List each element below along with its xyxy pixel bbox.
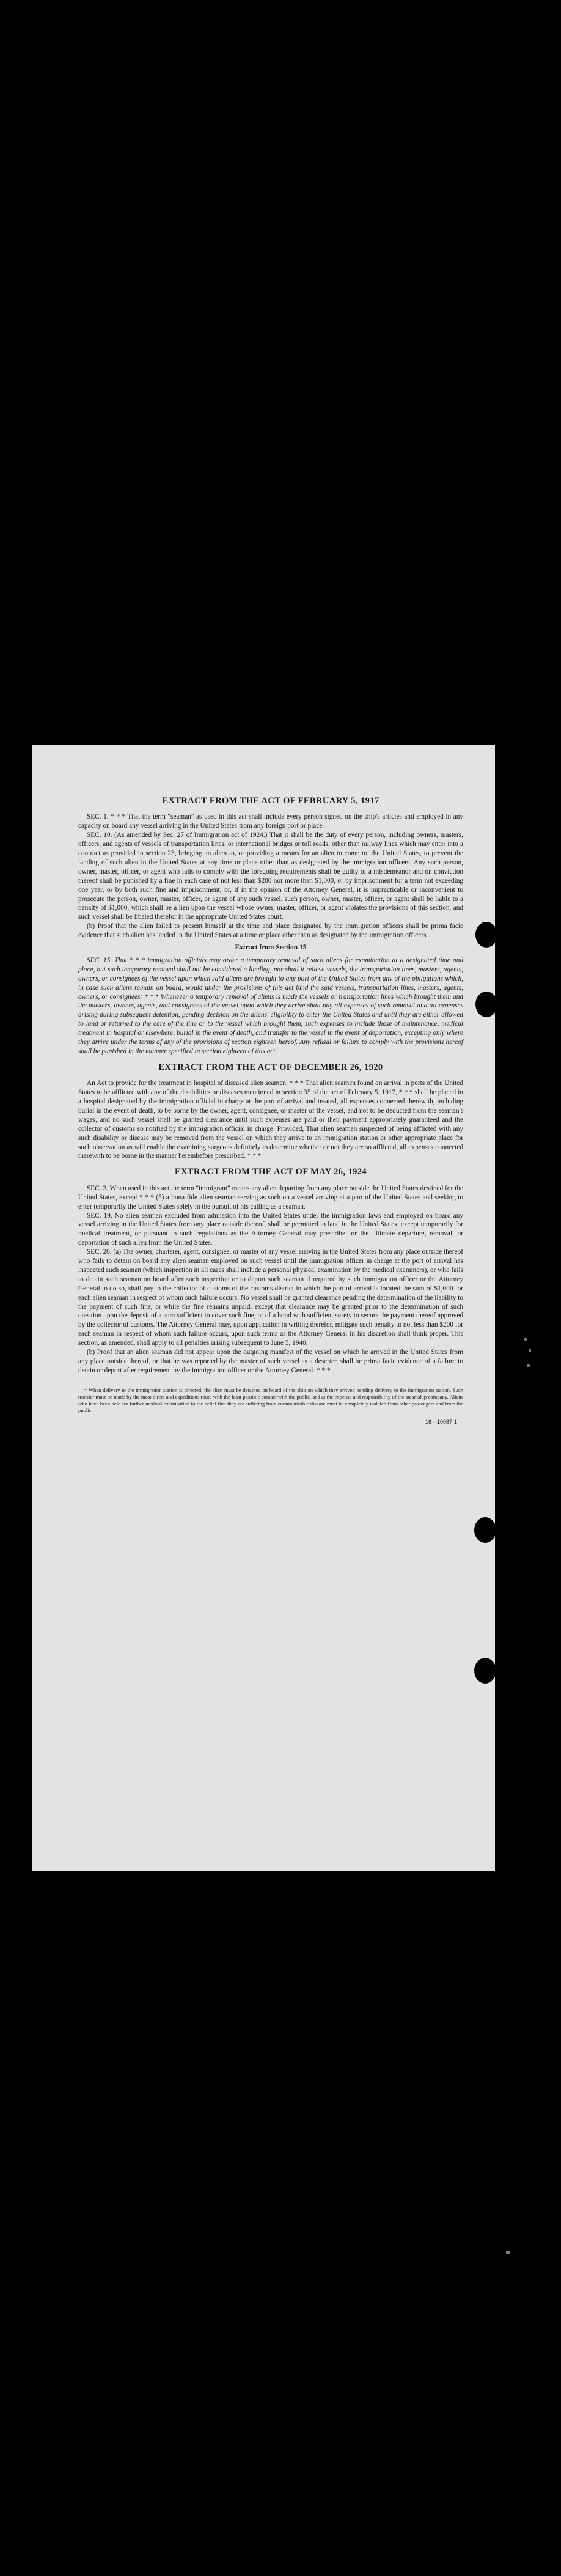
paragraph-sec19: SEC. 19. No alien seaman excluded from admission into the United States under the immigration laws and employed on board any vessel arriving in the United States from any place outside thereof, shall be permitted to land in the United States, except temporarily for medical treatment, or pursuant to such regulations as the Attorney General may prescribe for the ultimate departure, removal, or deportation of such alien from the United States. [78, 1212, 463, 1247]
punch-hole-top [475, 922, 497, 948]
subheading-section-15: Extract from Section 15 [235, 944, 307, 952]
scan-speck [529, 1349, 531, 1352]
print-code: 16—10087-1 [425, 1419, 457, 1426]
punch-hole-lower [474, 1517, 496, 1543]
paragraph-sec1-seaman: SEC. 1. * * * That the term "seaman" as used in this act shall include every person signed on the ship's articles and employed in any capacity on board any vessel arriving in the United States from any foreign port or place. [78, 813, 463, 830]
punch-hole-upper [475, 992, 497, 1017]
section-heading-1924: EXTRACT FROM THE ACT OF MAY 26, 1924 [174, 1167, 367, 1177]
section-heading-1920: EXTRACT FROM THE ACT OF DECEMBER 26, 1920 [158, 1062, 383, 1072]
paragraph-sec10b: (b) Proof that the alien failed to present himself at the time and place designated by the immigration officers shall be prima facie evidence that such alien has landed in the United States at a time or place other than as designated by the immigration officers. [78, 922, 463, 940]
scan-speck [527, 1364, 530, 1367]
document-page [32, 745, 495, 1871]
punch-hole-bottom [474, 1658, 496, 1684]
footnote: * When delivery to the immigration station is directed, the alien must be detained on board of the ship on which they arrived pending delivery to the immigration station. Such transfer must be made by the most direct and expeditious route with the least possible contact with the public, and at the expense and responsibility of the steamship company. Aliens who have been held for further medical examination to the belief that they are suffering from communicable disease must be completely isolated from other passengers and from the public. [78, 1386, 463, 1413]
paragraph-sec15: SEC. 15. That * * * immigration officials may order a temporary removal of such aliens for examination at a designated time and place, but such temporary removal shall not be considered a landing, nor shall it relieve vessels, the transportation lines, masters, agents, owners, or consignees of the vessel upon which said aliens are brought to any port of the United States from any of the obligations which, in case such aliens remain on board, would under the provisions of this act bind the said vessels, transportation lines, masters, agents, owners, or consignees: * * * Whenever a temporary removal of aliens is made the vessels or transportation lines which brought them and the masters, owners, agents, and consignees of the vessel upon which they arrive shall pay all expenses of such removal and all expenses arising during subsequent detention, pending decision on the aliens' eligibility to enter the United States and until they are either allowed to land or returned to the care of the line or to the vessel which brought them, such expenses to include those of maintenance, medical treatment in hospital or elsewhere, burial in the event of death, and transfer to the vessel in the event of deportation, excepting only where they arrive under the terms of any of the provisions of section eighteen hereof. Any refusal or failure to comply with the provisions hereof shall be punished in the manner specified in section eighteen of this act. [78, 956, 463, 1055]
section-heading-1917: EXTRACT FROM THE ACT OF FEBRUARY 5, 1917 [162, 796, 380, 806]
scan-speck [524, 1338, 527, 1341]
paragraph-sec10: SEC. 10. (As amended by Sec. 27 of Immigration act of 1924.) That it shall be the duty of every person, including owners, masters, officers, and agents of vessels of transportation lines, or international bridges or toll roads, other than railway lines which may enter into a contract as provided in section 23, bringing an alien to, or providing a means for an alien to come to, the United States, to prevent the landing of such alien in the United States at any time or place other than as designated by the immigration officers. Any such person, owner, master, officer, or agent who fails to comply with the foregoing requirements shall be guilty of a misdemeanor and on conviction thereof shall be punished by a fine in each case of not less than $200 nor more than $1,000, or by imprisonment for a term not exceeding one year, or by both such fine and imprisonment; or, if in the opinion of the Attorney General, it is impracticable or inconvenient to prosecute the person, owner, master, officer, or agent of any such vessel, such person, owner, master, officer, or agent shall be liable to a penalty of $1,000, which shall be a lien upon the vessel whose owner, master, officer, or agent violates the provisions of this section, and such vessel shall be libeled therefor in the appropriate United States court. [78, 831, 463, 921]
scan-speck [506, 2251, 510, 2254]
paragraph-sec20a: SEC. 20. (a) The owner, charterer, agent, consignee, or master of any vessel arriving in the United States from any place outside thereof who fails to detain on board any alien seaman employed on such vessel until the immigration officer in charge at the port of arrival has inspected such seaman (which inspection in all cases shall include a personal physical examination by the medical examiners), or who fails to detain such seaman on board after such inspection or to deport such seaman if required by such immigration officer or the Attorney General to do so, shall pay to the collector of customs of the customs district in which the port of arrival is located the sum of $1,000 for each alien seaman in respect of whom such failure occurs. No vessel shall be granted clearance pending the determination of the liability to the payment of such fine, or while the fine remains unpaid, except that clearance may be granted prior to the determination of such question upon the deposit of a sum sufficient to cover such fine, or of a bond with sufficient surety to secure the payment thereof approved by the collector of customs. The Attorney General may, upon application in writing therefor, mitigate such penalty to not less than $200 for each seaman in respect of whom such failure occurs, upon such terms as the Attorney General in his discretion shall think proper. This section, as amended, shall apply to all penalties arising subsequent to June 5, 1940. [78, 1248, 463, 1347]
paragraph-1920-act: An Act to provide for the treatment in hospital of diseased alien seamen. * * * That alien seamen found on arrival in ports of the United States to be afflicted with any of the disabilities or diseases mentioned in section 35 of the act of February 5, 1917, * * * shall be placed in a hospital designated by the immigration official in charge at the port of arrival and treated, all expenses connected therewith, including burial in the event of death, to be borne by the owner, agent, consignee, or master of the vessel, and not to be deducted from the seaman's wages, and no such vessel shall be granted clearance until such expenses are paid or their payment appropriately guaranteed and the collector of customs so notified by the immigration official in charge: Provided, That alien seamen suspected of being afflicted with any such disability or disease may be removed from the vessel on which they arrive to an immigration station or other appropriate place for such observation as will enable the examining surgeons definitely to determine whether or not they are so afflicted, all expenses connected therewith to be borne in the manner hereinbefore prescribed. * * * [78, 1080, 463, 1160]
paragraph-sec3: SEC. 3. When used in this act the term "immigrant" means any alien departing from any place outside the United States destined for the United States, except * * * (5) a bona fide alien seaman serving as such on a vessel arriving at a port of the United States and seeking to enter temporarily the United States solely in the pursuit of his calling as a seaman. [78, 1184, 463, 1210]
paragraph-sec20b: (b) Proof that an alien seaman did not appear upon the outgoing manifest of the vessel on which he arrived in the United States from any place outside thereof, or that he was reported by the master of such vessel as a deserter, shall be prima facie evidence of a failure to detain or deport after requirement by the immigration officer or the Attorney General. * * * [78, 1349, 463, 1374]
